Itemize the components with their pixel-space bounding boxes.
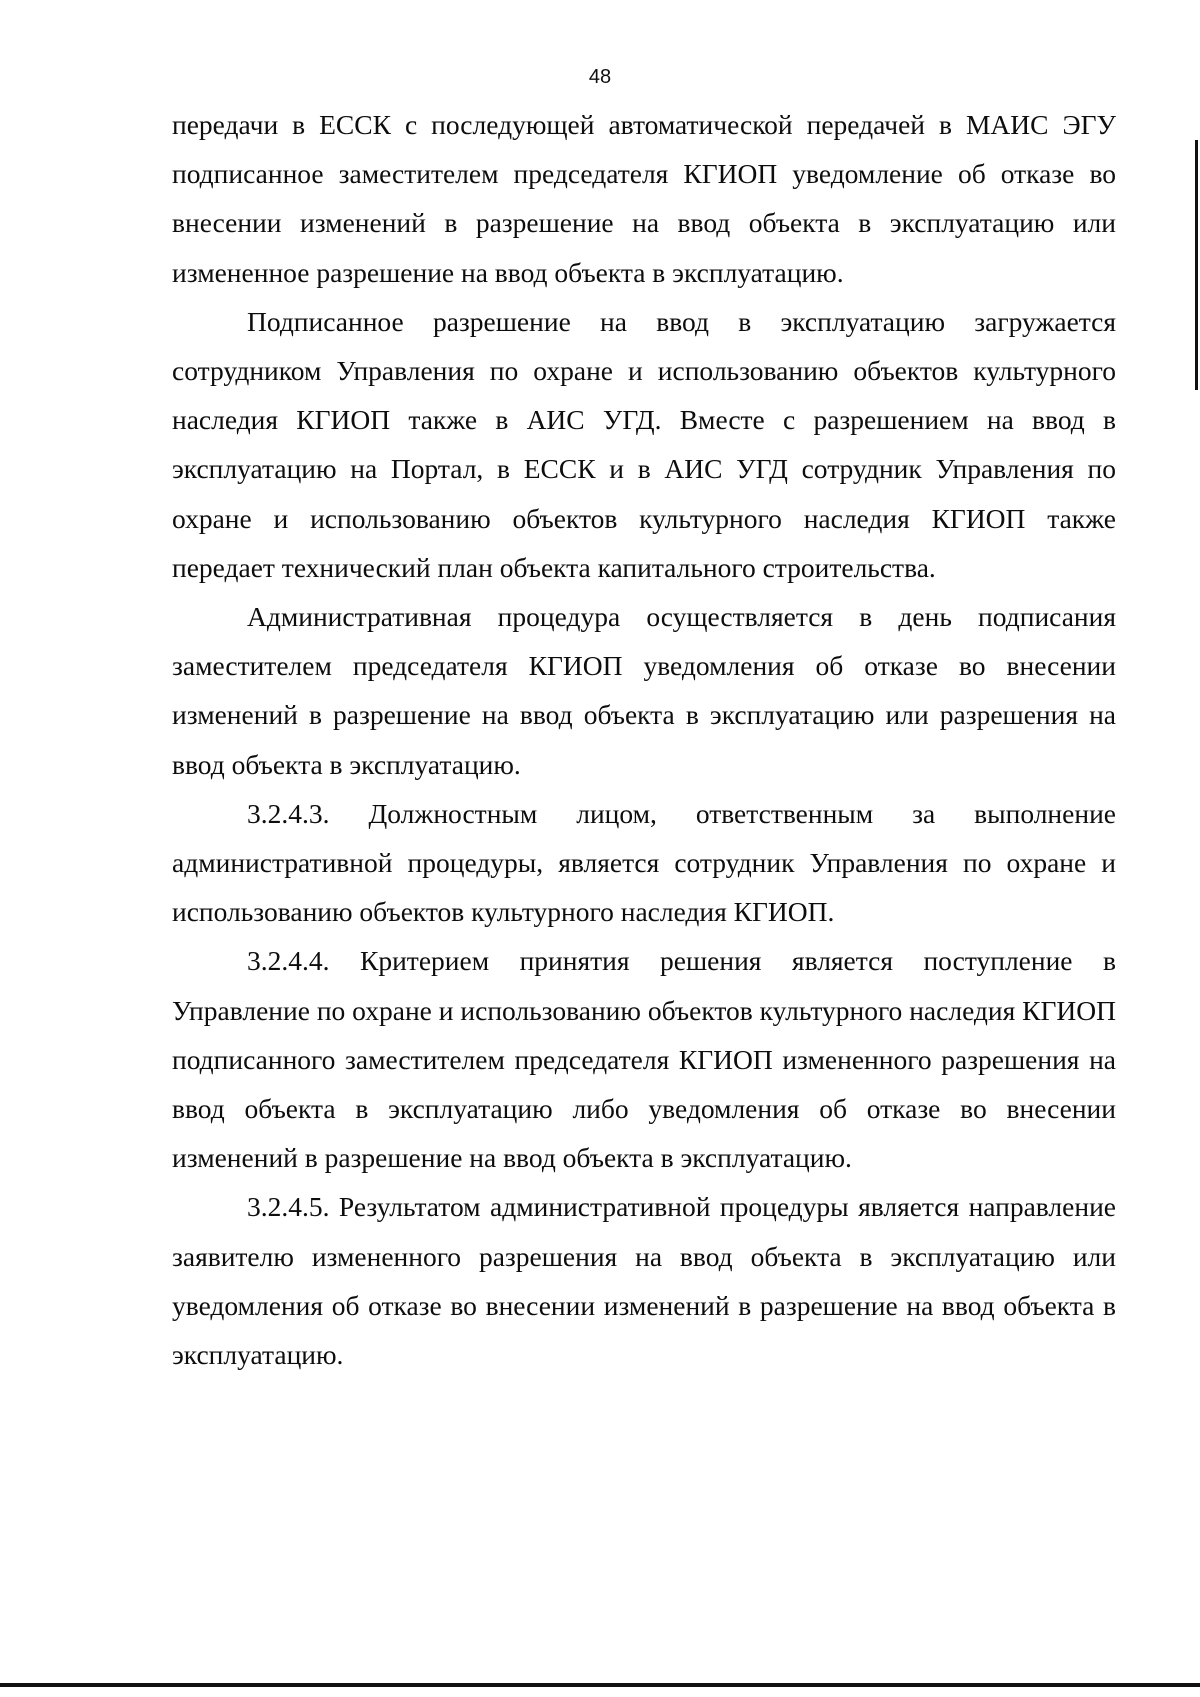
- scan-edge-bottom: [0, 1683, 1200, 1687]
- paragraph-continuation: передачи в ЕССК с последующей автоматической передачей в МАИС ЭГУ подписанное заместителем председателя КГИОП уведомление об отказе во внесении изменений в разрешение на ввод объекта в эксплуатацию или измененное разрешение на ввод объекта в эксплуатацию.: [172, 109, 1116, 288]
- paragraph-3-2-4-4: 3.2.4.4. Критерием принятия решения является поступление в Управление по охране и использованию объектов культурного наследия КГИОП подписанного заместителем председателя КГИОП измененного разрешения на ввод объекта в эксплуатацию либо уведомления об отказе во внесении изменений в разрешение на ввод объекта в эксплуатацию.: [172, 945, 1116, 1174]
- paragraph-signed-permit-upload: Подписанное разрешение на ввод в эксплуатацию загружается сотрудником Управления по охране и использованию объектов культурного наследия КГИОП также в АИС УГД. Вместе с разрешением на ввод в эксплуатацию на Портал, в ЕССК и в АИС УГД сотрудник Управления по охране и использованию объектов культурного наследия КГИОП также передает технический план объекта капитального строительства.: [172, 305, 1116, 583]
- scan-edge-right: [1195, 140, 1198, 390]
- paragraph-3-2-4-3: 3.2.4.3. Должностным лицом, ответственным за выполнение административной процедуры, является сотрудник Управления по охране и использованию объектов культурного наследия КГИОП.: [172, 797, 1116, 928]
- paragraph-procedure-timing: Административная процедура осуществляется в день подписания заместителем председателя КГИОП уведомления об отказе во внесении изменений в разрешение на ввод объекта в эксплуатацию или разрешения на ввод объекта в эксплуатацию.: [172, 601, 1116, 780]
- paragraph-3-2-4-5: 3.2.4.5. Результатом административной процедуры является направление заявителю измененного разрешения на ввод объекта в эксплуатацию или уведомления об отказе во внесении изменений в разрешение на ввод объекта в эксплуатацию.: [172, 1191, 1116, 1371]
- page-number: 48: [588, 66, 612, 88]
- document-body: [172, 100, 1116, 1379]
